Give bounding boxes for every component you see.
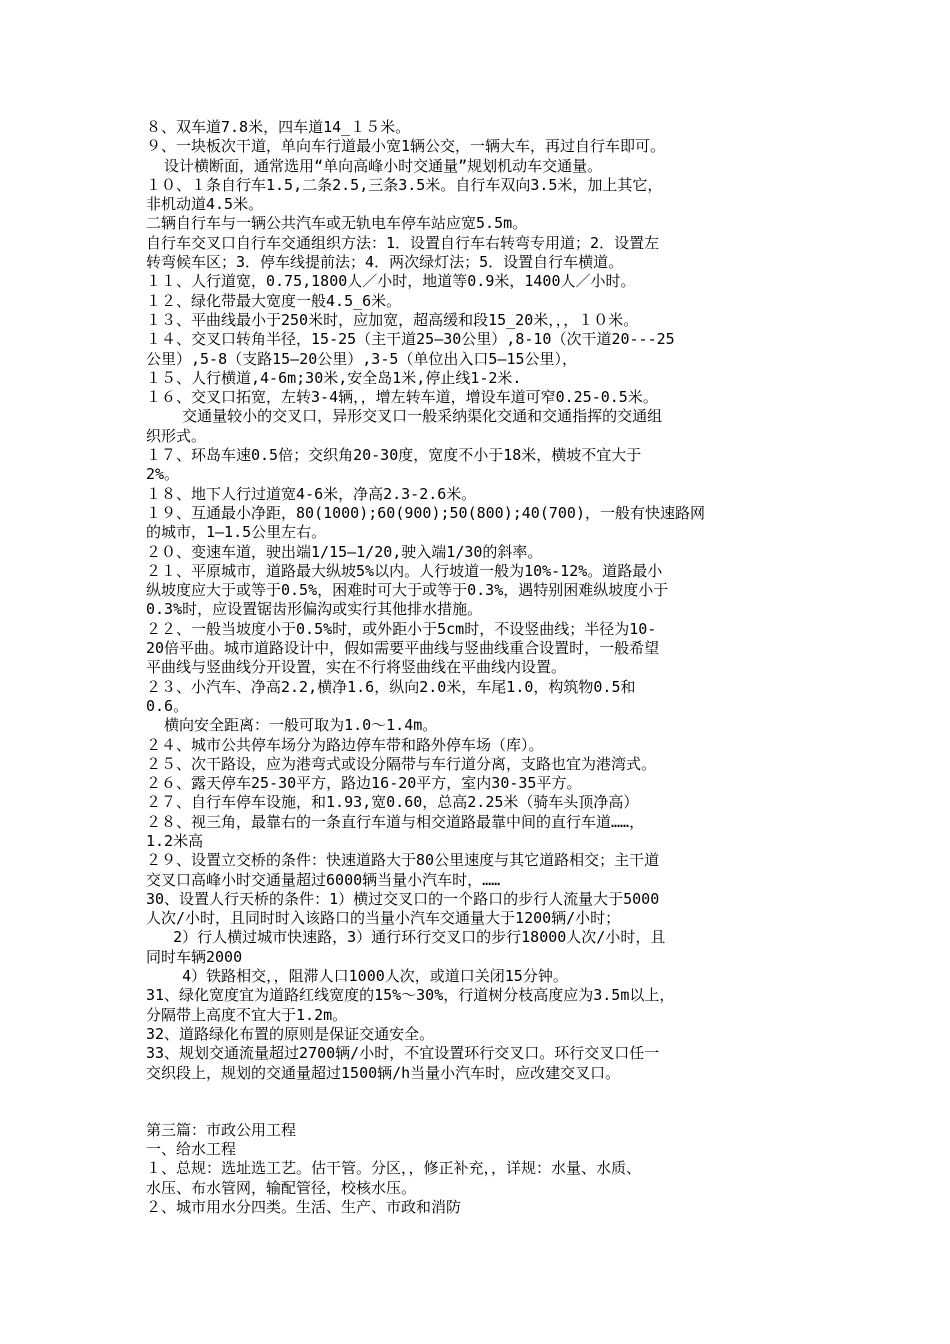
- text-line: 2）行人横过城市快速路，3）通行环行交叉口的步行18000人次/小时，且: [146, 928, 666, 947]
- text-line: ２０、变速车道，驶出端1/15—1/20,驶入端1/30的斜率。: [146, 542, 543, 561]
- text-line: ２９、设置立交桥的条件：快速道路大于80公里速度与其它道路相交；主干道: [146, 851, 660, 870]
- notes-section: [146, 118, 808, 1083]
- text-line: ２３、小汽车、净高2.2,横净1.6，纵向2.0米，车尾1.0，构筑物0.5和: [146, 677, 636, 696]
- text-line: ２５、次干路设，应为港弯式或设分隔带与车行道分离，支路也宜为港湾式。: [146, 754, 657, 773]
- text-line: ２、城市用水分四类。生活、生产、市政和消防: [146, 1198, 462, 1217]
- text-line: ２２、一般当坡度小于0.5%时，或外距小于5cm时，不设竖曲线；半径为10-: [146, 619, 657, 638]
- text-line: 转弯候车区；3．停车线提前法；4．两次绿灯法；5．设置自行车横道。: [146, 253, 624, 272]
- text-line: ２８、视三角，最靠右的一条直行车道与相交道路最靠中间的直行车道……，: [146, 812, 645, 831]
- text-line: １０、１条自行车1.5,二条2.5,三条3.5米。自行车双向3.5米，加上其它，: [146, 175, 663, 194]
- text-line: １４、交叉口转角半径，15-25（主干道25—30公里）,8-10（次干道20---25: [146, 330, 675, 349]
- text-line: 纵坡度应大于或等于0.5%，困难时可大于或等于0.3%，遇特别困难纵坡度小于: [146, 581, 669, 600]
- text-line: 自行车交叉口自行车交通组织方法：1．设置自行车右转弯专用道；2．设置左: [146, 233, 660, 252]
- text-line: １５、人行横道,4-6m;30米,安全岛1米,停止线1-2米.: [146, 368, 522, 387]
- text-line: 横向安全距离：一般可取为1.0～1.4m。: [146, 716, 438, 735]
- document-page: [146, 118, 808, 1217]
- text-line: １６、交叉口拓宽，左转3-4辆，，增左转车道，增设车道可窄0.25-0.5米。: [146, 388, 658, 407]
- text-line: 30、设置人行天桥的条件：1）横过交叉口的一个路口的步行人流量大于5000: [146, 889, 660, 908]
- text-line: 4）铁路相交，，阻滞人口1000人次，或道口关闭15分钟。: [146, 967, 568, 986]
- text-line: 二辆自行车与一辆公共汽车或无轨电车停车站应宽5.5m。: [146, 214, 528, 233]
- text-line: 非机动道4.5米。: [146, 195, 264, 214]
- text-line: 交织段上，规划的交通量超过1500辆/h当量小汽车时，应改建交叉口。: [146, 1063, 621, 1082]
- text-line: ２７、自行车停车设施，和1.93,宽0.60，总高2.25米（骑车头顶净高）: [146, 793, 639, 812]
- text-line: 织形式。: [146, 426, 207, 445]
- text-line: 平曲线与竖曲线分开设置，实在不行将竖曲线在平曲线内设置。: [146, 658, 567, 677]
- text-line: 一、给水工程: [146, 1140, 237, 1159]
- text-line: １７、环岛车速0.5倍；交织角20-30度，宽度不小于18米，横坡不宜大于: [146, 446, 642, 465]
- text-line: ２６、露天停车25-30平方，路边16-20平方，室内30-35平方。: [146, 774, 582, 793]
- text-line: 交叉口高峰小时交通量超过6000辆当量小汽车时，……: [146, 870, 501, 889]
- text-line: 交通量较小的交叉口，异形交叉口一般采纳渠化交通和交通指挥的交通组: [146, 407, 663, 426]
- text-line: 水压、布水管网，输配管径，校核水压。: [146, 1178, 417, 1197]
- text-line: 人次/小时，且同时时入该路口的当量小汽车交通量大于1200辆/小时；: [146, 909, 621, 928]
- text-line: ２１、平原城市，道路最大纵坡5%以内。人行坡道一般为10%-12%。道路最小: [146, 561, 663, 580]
- text-line: １１、人行道宽，0.75,1800人／小时，地道等0.9米，1400人／小时。: [146, 272, 636, 291]
- text-line: １２、绿化带最大宽度一般4.5_6米。: [146, 291, 402, 310]
- text-line: 2%。: [146, 465, 180, 484]
- text-line: 的城市，1—1.5公里左右。: [146, 523, 327, 542]
- text-line: 第三篇：市政公用工程: [146, 1120, 297, 1139]
- text-line: ２４、城市公共停车场分为路边停车带和路外停车场（库）。: [146, 735, 544, 754]
- section-gap: [146, 1083, 808, 1121]
- text-line: １８、地下人行过道宽4-6米，净高2.3-2.6米。: [146, 484, 477, 503]
- text-line: ８、双车道7.8米，四车道14_１５米。: [146, 118, 411, 136]
- text-line: １、总规：选址选工艺。估干管。分区，，修正补充，，详规：水量、水质、: [146, 1159, 642, 1178]
- text-line: ９、一块板次干道，单向车行道最小宽1辆公交，一辆大车，再过自行车即可。: [146, 137, 666, 156]
- text-line: 33、规划交通流量超过2700辆/小时，不宜设置环行交叉口。环行交叉口任一: [146, 1044, 660, 1063]
- text-line: 1.2米高: [146, 831, 204, 850]
- chapter-three-section: [146, 1121, 808, 1217]
- text-line: 公里）,5-8（支路15—20公里）,3-5（单位出入口5—15公里），: [146, 349, 578, 368]
- text-line: １９、互通最小净距，80(1000);60(900);50(800);40(700)，一般有快速路网: [146, 503, 705, 522]
- text-line: １３、平曲线最小于250米时，应加宽，超高缓和段15_20米，，，１０米。: [146, 310, 639, 329]
- text-line: 分隔带上高度不宜大于1.2m。: [146, 1005, 348, 1024]
- text-line: 设计横断面，通常选用“单向高峰小时交通量”规划机动车交通量。: [146, 156, 603, 175]
- text-line: 31、绿化宽度宜为道路红线宽度的15%～30%，行道树分枝高度应为3.5m以上，: [146, 986, 675, 1005]
- text-line: 32、道路绿化布置的原则是保证交通安全。: [146, 1024, 435, 1043]
- text-line: 20倍平曲。城市道路设计中，假如需要平曲线与竖曲线重合设置时，一般希望: [146, 639, 660, 658]
- text-line: 0.6。: [146, 696, 189, 715]
- text-line: 同时车辆2000: [146, 947, 243, 966]
- text-line: 0.3%时，应设置锯齿形偏沟或实行其他排水措施。: [146, 600, 483, 619]
